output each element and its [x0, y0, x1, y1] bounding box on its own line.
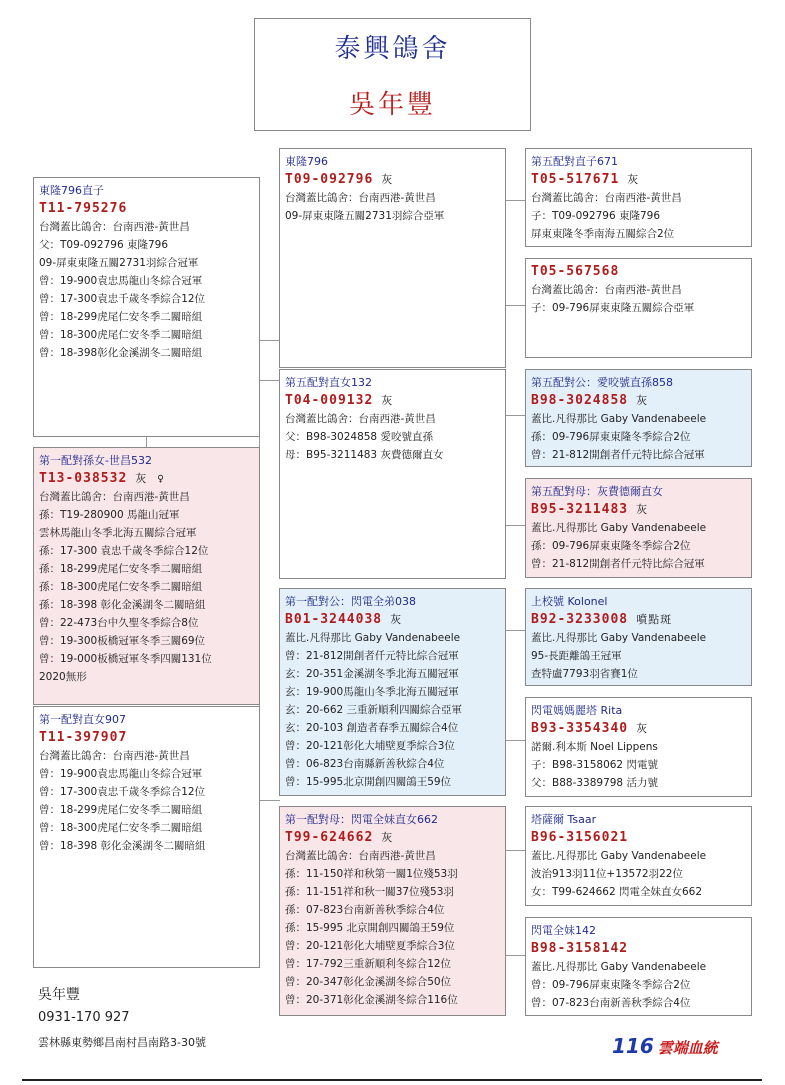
ring-number-text: B95-3211483	[531, 502, 629, 517]
box-line: 子：T09-092796 東隆796	[531, 210, 661, 222]
pedigree-box-ggs-2	[525, 258, 752, 358]
connector	[505, 740, 526, 741]
loft-name: 泰興鴿舍	[254, 18, 531, 75]
box-line: 玄：20-103 創造者春季五關綜合4位	[285, 722, 459, 734]
ring-number	[531, 502, 648, 517]
box-line: 曾：07-823台南新善秋季綜合4位	[531, 997, 691, 1009]
box-line: 95-長距離鴿王冠軍	[531, 650, 622, 662]
connector	[505, 415, 526, 416]
connector	[505, 850, 526, 851]
ring-number	[531, 172, 639, 187]
box-line: 孫：15-995 北京開創四關鴿王59位	[285, 922, 455, 934]
logo-text: 雲端血統	[657, 1039, 718, 1057]
box-line: 蓋比.凡得那比 Gaby Vandenabeele	[531, 522, 707, 534]
pedigree-box-dam	[33, 447, 260, 705]
box-line: 曾：18-398彰化金溪湖冬二關暗組	[39, 347, 203, 359]
box-label: 閃電媽媽麗塔 Rita	[531, 704, 623, 717]
box-line: 孫：09-796屏東東隆冬季綜合2位	[531, 431, 691, 443]
box-line: 曾：21-812開創者仟元特比綜合冠軍	[531, 558, 705, 570]
box-line: 屏東東隆冬季南海五關綜合2位	[531, 228, 675, 240]
color: 灰	[636, 394, 649, 407]
box-line: 父：B88-3389798 活力號	[531, 777, 658, 789]
ring-number-text: B98-3158142	[531, 941, 629, 956]
ring-number-text: B98-3024858	[531, 393, 629, 408]
ring-number	[285, 172, 393, 187]
color: 灰	[381, 173, 394, 186]
ring-number-text: B92-3233008	[531, 612, 629, 627]
pedigree-box-ggs-5	[525, 588, 752, 686]
box-line: 台灣蓋比鴿舍：台南西港-黃世昌	[39, 750, 190, 762]
box-label: 第一配對孫女-世昌532	[39, 454, 152, 467]
box-label: 上校號 Kolonel	[531, 595, 608, 608]
box-line: 女：T99-624662 閃電全妹直女662	[531, 886, 703, 898]
ring-number	[39, 730, 135, 745]
box-line: 孫：11-151祥和秋一關37位殘53羽	[285, 886, 454, 898]
color: 灰	[627, 173, 640, 186]
box-line: 子：B98-3158062 閃電號	[531, 759, 658, 771]
box-line: 父：T09-092796 東隆796	[39, 239, 169, 251]
connector	[259, 800, 280, 801]
box-line: 曾：17-300袁忠千歲冬季綜合12位	[39, 786, 206, 798]
box-line: 孫：09-796屏東東隆冬季綜合2位	[531, 540, 691, 552]
box-label: 閃電全妹142	[531, 924, 596, 937]
box-line: 玄：19-900馬龍山冬季北海五關冠軍	[285, 686, 459, 698]
box-line: 台灣蓋比鴿舍：台南西港-黃世昌	[285, 850, 436, 862]
box-line: 父：B98-3024858 愛咬號直孫	[285, 431, 433, 443]
ring-number	[531, 721, 648, 736]
box-line: 子：09-796屏東東隆五關綜合亞軍	[531, 302, 695, 314]
box-line: 孫：18-300虎尾仁安冬季二關暗組	[39, 581, 203, 593]
box-line: 09-屏東東隆五關2731羽綜合亞軍	[285, 210, 445, 222]
footer-name: 吳年豐	[38, 987, 80, 1003]
ring-number	[285, 612, 402, 627]
box-label: 第五配對母：灰費德爾直女	[531, 485, 663, 498]
box-line: 台灣蓋比鴿舍：台南西港-黃世昌	[39, 221, 190, 233]
box-line: 曾：20-121彰化大埔壁夏季綜合3位	[285, 940, 455, 952]
box-line: 曾：18-299虎尾仁安冬季二關暗組	[39, 311, 203, 323]
ring-number-text: T11-795276	[39, 201, 128, 216]
ring-number	[531, 941, 636, 956]
pedigree-box-sire	[33, 177, 260, 437]
pedigree-box-ggs-6	[525, 697, 752, 797]
footer-address: 雲林縣東勢鄉昌南村昌南路3-30號	[38, 1036, 206, 1049]
box-line: 台灣蓋比鴿舍：台南西港-黃世昌	[285, 192, 436, 204]
ring-number-text: T05-567568	[531, 264, 620, 279]
pedigree-box-ggs-8	[525, 917, 752, 1016]
box-line: 曾：19-300板橋冠軍冬季三關69位	[39, 635, 206, 647]
sex-symbol: ♀	[157, 472, 165, 485]
box-line: 台灣蓋比鴿舍：台南西港-黃世昌	[531, 192, 682, 204]
box-label: 第一配對直女907	[39, 713, 126, 726]
box-line: 蓋比.凡得那比 Gaby Vandenabeele	[531, 413, 707, 425]
ring-number	[531, 612, 672, 627]
ring-number	[285, 830, 393, 845]
ring-number	[39, 471, 165, 486]
box-line: 孫：17-300 袁忠千歲冬季綜合12位	[39, 545, 209, 557]
logo	[612, 1034, 718, 1058]
box-label: 第一配對母：閃電全妹直女662	[285, 813, 438, 826]
box-line: 蓋比.凡得那比 Gaby Vandenabeele	[531, 961, 707, 973]
box-line: 曾：09-796屏東東隆冬季綜合2位	[531, 979, 691, 991]
pedigree-box-sire-dam	[279, 369, 506, 579]
box-line: 曾：18-300虎尾仁安冬季二關暗組	[39, 822, 203, 834]
ring-number-text: B96-3156021	[531, 830, 629, 845]
box-line: 曾：22-473台中久聖冬季綜合8位	[39, 617, 199, 629]
box-line: 曾：18-299虎尾仁安冬季二關暗組	[39, 804, 203, 816]
box-line: 諾爾.利本斯 Noel Lippens	[531, 741, 658, 753]
box-line: 台灣蓋比鴿舍：台南西港-黃世昌	[531, 284, 682, 296]
box-label: 第五配對公：愛咬號直孫858	[531, 376, 673, 389]
pedigree-box-dam-dam	[279, 806, 506, 1016]
connector	[259, 380, 280, 381]
color: 灰	[135, 472, 148, 485]
color: 灰	[381, 831, 394, 844]
box-line: 孫：07-823台南新善秋季綜合4位	[285, 904, 445, 916]
ring-number-text: T13-038532	[39, 471, 128, 486]
box-line: 玄：20-351金溪湖冬季北海五關冠軍	[285, 668, 459, 680]
box-label: 東隆796	[285, 155, 328, 168]
ring-number-text: B93-3354340	[531, 721, 629, 736]
box-line: 2020無形	[39, 671, 87, 683]
box-label: 第五配對直女132	[285, 376, 372, 389]
ring-number	[39, 201, 135, 216]
ring-number-text: T09-092796	[285, 172, 374, 187]
box-line: 波治913羽11位+13572羽22位	[531, 868, 683, 880]
connector	[259, 340, 280, 341]
box-line: 曾：21-812開創者仟元特比綜合冠軍	[285, 650, 459, 662]
connector	[505, 305, 526, 306]
box-line: 台灣蓋比鴿舍：台南西港-黃世昌	[285, 413, 436, 425]
box-line: 曾：20-371彰化金溪湖冬綜合116位	[285, 994, 458, 1006]
box-line: 孫：18-299虎尾仁安冬季二關暗組	[39, 563, 203, 575]
connector	[505, 525, 526, 526]
ring-number	[531, 830, 636, 845]
box-line: 09-屏東東隆五關2731羽綜合冠軍	[39, 257, 199, 269]
box-line: 雲林馬龍山冬季北海五關綜合冠軍	[39, 527, 197, 539]
box-line: 孫：18-398 彰化金溪湖冬二關暗組	[39, 599, 206, 611]
ring-number-text: T11-397907	[39, 730, 128, 745]
box-line: 曾：19-900袁忠馬龍山冬綜合冠軍	[39, 768, 203, 780]
connector	[505, 200, 526, 201]
pedigree-box-dam-mate	[33, 706, 260, 968]
owner-name: 吳年豐	[254, 74, 531, 131]
box-line: 蓋比.凡得那比 Gaby Vandenabeele	[531, 850, 707, 862]
box-line: 曾：17-792三重新順利冬綜合12位	[285, 958, 452, 970]
pedigree-box-sire-sire	[279, 148, 506, 368]
box-line: 曾：21-812開創者仟元特比綜合冠軍	[531, 449, 705, 461]
ring-number-text: T05-517671	[531, 172, 620, 187]
ring-number	[531, 393, 648, 408]
box-label: 第五配對直子671	[531, 155, 618, 168]
box-label: 塔薩爾 Tsaar	[531, 813, 597, 826]
footer-phone: 0931-170 927	[38, 1010, 130, 1025]
box-label: 第一配對公：閃電全弟038	[285, 595, 416, 608]
box-line: 曾：19-900袁忠馬龍山冬綜合冠軍	[39, 275, 203, 287]
box-line: 曾：18-398 彰化金溪湖冬二關暗組	[39, 840, 206, 852]
color: 灰	[381, 394, 394, 407]
connector	[505, 955, 526, 956]
box-line: 曾：19-000板橋冠軍冬季四關131位	[39, 653, 212, 665]
ring-number-text: T04-009132	[285, 393, 374, 408]
ring-number	[285, 393, 393, 408]
box-line: 曾：06-823台南縣新善秋綜合4位	[285, 758, 445, 770]
ring-number-text: T99-624662	[285, 830, 374, 845]
connector	[505, 630, 526, 631]
box-line: 玄：20-662 三重新順利四關綜合亞軍	[285, 704, 463, 716]
box-line: 台灣蓋比鴿舍：台南西港-黃世昌	[39, 491, 190, 503]
box-line: 蓋比.凡得那比 Gaby Vandenabeele	[531, 632, 707, 644]
logo-number: 116	[612, 1034, 654, 1058]
box-label: 東隆796直子	[39, 184, 104, 197]
pedigree-box-ggs-4	[525, 478, 752, 578]
color: 灰	[636, 503, 649, 516]
box-line: 母：B95-3211483 灰費德爾直女	[285, 449, 444, 461]
pedigree-box-dam-sire	[279, 588, 506, 796]
box-line: 蓋比.凡得那比 Gaby Vandenabeele	[285, 632, 461, 644]
box-line: 曾：15-995北京開創四關鴿王59位	[285, 776, 452, 788]
pedigree-box-ggs-1	[525, 148, 752, 247]
ring-number	[531, 264, 627, 279]
box-line: 查特盧7793羽省賽1位	[531, 668, 638, 680]
box-line: 曾：17-300袁忠千歲冬季綜合12位	[39, 293, 206, 305]
box-line: 曾：20-121彰化大埔壁夏季綜合3位	[285, 740, 455, 752]
box-line: 曾：20-347彰化金溪湖冬綜合50位	[285, 976, 452, 988]
ring-number-text: B01-3244038	[285, 612, 383, 627]
bottom-rule	[22, 1079, 762, 1081]
color: 灰	[636, 722, 649, 735]
pedigree-box-ggs-7	[525, 806, 752, 906]
color: 噴點斑	[636, 613, 673, 626]
box-line: 曾：18-300虎尾仁安冬季二關暗組	[39, 329, 203, 341]
color: 灰	[390, 613, 403, 626]
box-line: 孫：11-150祥和秋第一關1位殘53羽	[285, 868, 458, 880]
pedigree-box-ggs-3	[525, 369, 752, 467]
box-line: 孫：T19-280900 馬龍山冠軍	[39, 509, 180, 521]
